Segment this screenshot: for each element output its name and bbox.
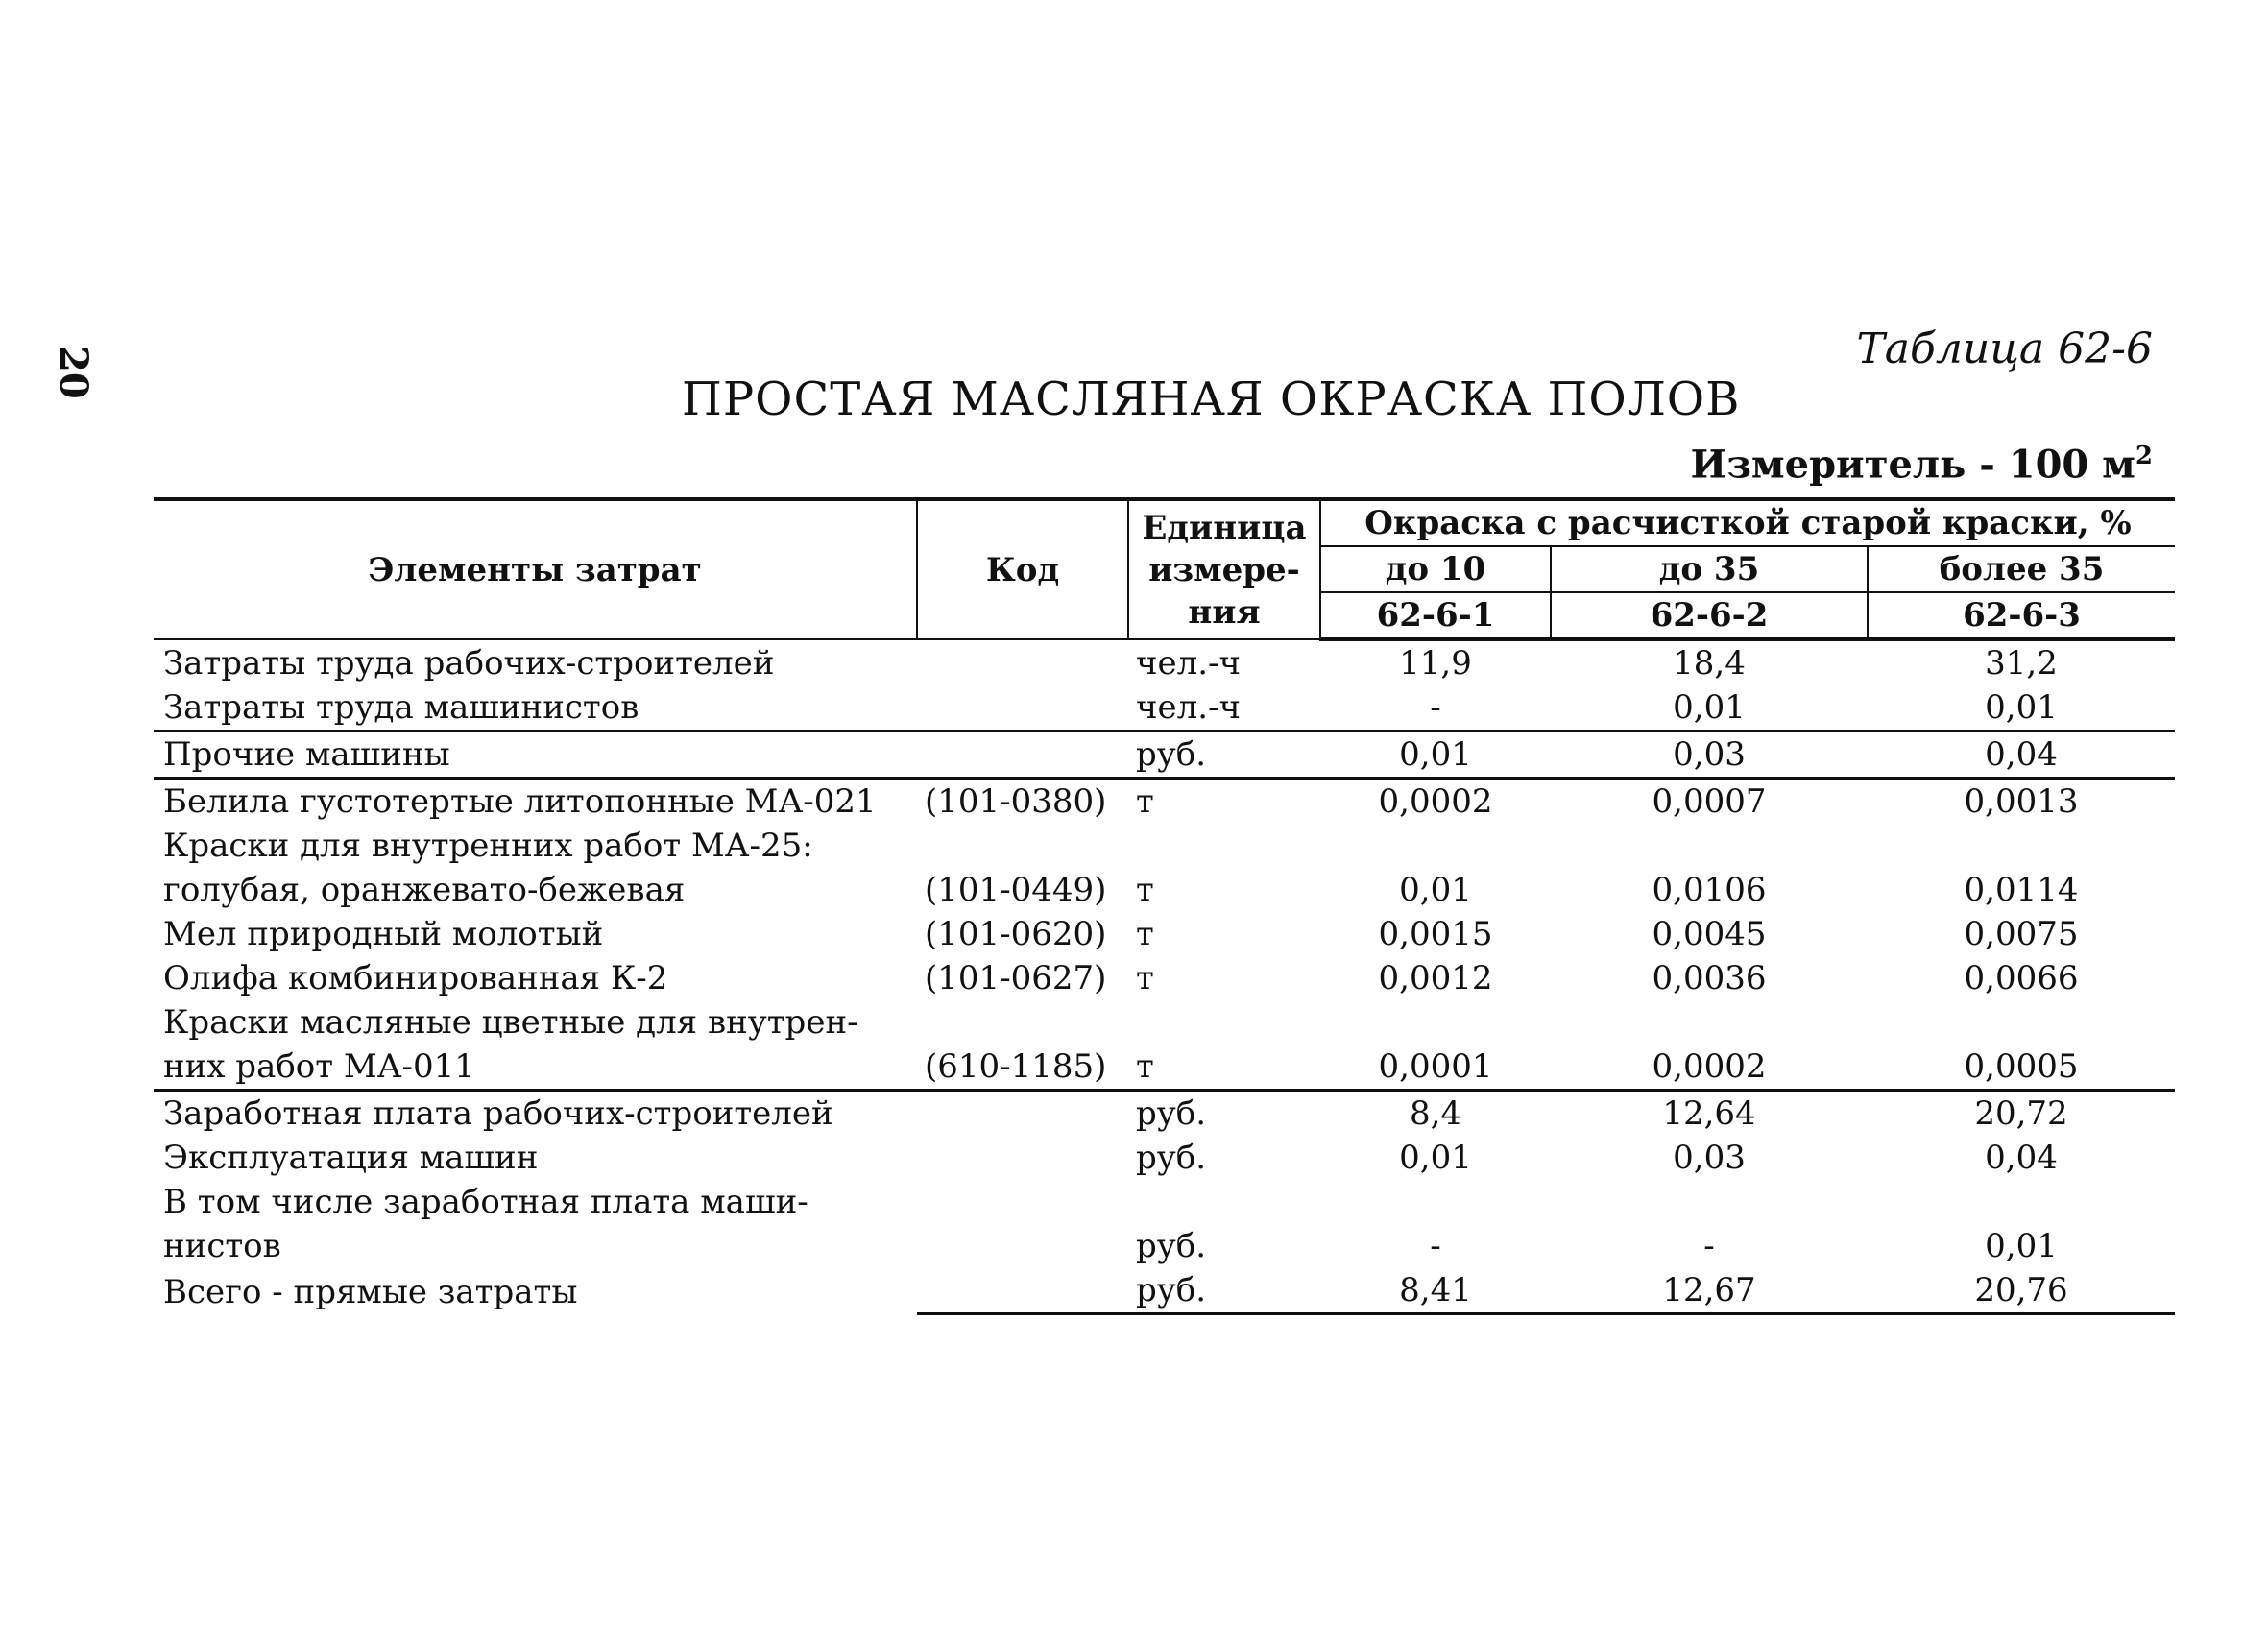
- table-row: [154, 956, 2175, 1000]
- row-unit: руб.: [1136, 1139, 1207, 1177]
- header-col-code: 62-6-3: [1868, 592, 2175, 639]
- row-value: 11,9: [1399, 644, 1472, 683]
- row-value: 0,0013: [1964, 782, 2079, 821]
- row-value: 0,04: [1868, 732, 2175, 779]
- row-value: 0,0002: [1378, 782, 1493, 821]
- table-row: [154, 1224, 2175, 1268]
- table-row: [154, 824, 2175, 868]
- row-value: 0,0002: [1551, 1045, 1868, 1091]
- row-code: (610-1185): [917, 1045, 1128, 1091]
- header-col-label: более 35: [1868, 546, 2175, 592]
- row-value: [1320, 824, 1551, 868]
- row-unit: [1128, 1000, 1320, 1045]
- table-row: [154, 1268, 2175, 1314]
- header-col-code: 62-6-1: [1320, 592, 1551, 639]
- table-row: [154, 685, 2175, 732]
- table-row: [154, 868, 2175, 912]
- row-name: Эксплуатация машин: [163, 1139, 539, 1177]
- row-name: голубая, оранжевато-бежевая: [163, 871, 686, 909]
- row-unit: чел.-ч: [1128, 685, 1320, 732]
- header-unit-line2: измере-: [1148, 550, 1300, 589]
- row-code: (101-0380): [925, 782, 1107, 821]
- row-unit: т: [1136, 782, 1154, 821]
- row-name: Всего - прямые затраты: [163, 1272, 578, 1311]
- row-value: 0,01: [1320, 732, 1551, 779]
- table-row: [154, 1136, 2175, 1180]
- table-row: [154, 779, 2175, 825]
- row-unit: т: [1136, 959, 1154, 997]
- row-name: Мел природный молотый: [163, 915, 604, 953]
- table-row: [154, 1180, 2175, 1224]
- row-code: [917, 639, 1128, 685]
- table-row: [154, 639, 2175, 685]
- row-unit: т: [1136, 915, 1154, 953]
- row-name: Краски масляные цветные для внутрен-: [163, 1003, 858, 1042]
- row-value: 0,0007: [1652, 782, 1767, 821]
- row-value: [1868, 1180, 2175, 1224]
- table-row: [154, 732, 2175, 779]
- cost-table: [154, 497, 2175, 1315]
- row-name: нистов: [163, 1227, 281, 1265]
- row-value: 0,03: [1673, 1139, 1746, 1177]
- header-unit: [1128, 499, 1320, 639]
- row-value: 0,01: [1551, 685, 1868, 732]
- row-code: [917, 1224, 1128, 1268]
- row-code: [917, 685, 1128, 732]
- row-unit: чел.-ч: [1136, 644, 1241, 683]
- row-value: 0,0066: [1964, 959, 2079, 997]
- page-number: 20: [51, 346, 96, 399]
- row-value: -: [1703, 1227, 1715, 1265]
- header-elements: Элементы затрат: [154, 499, 917, 639]
- row-unit: руб.: [1128, 732, 1320, 779]
- row-value: -: [1320, 685, 1551, 732]
- measure-sup: 2: [2135, 442, 2153, 470]
- row-name: Олифа комбинированная К-2: [163, 959, 668, 997]
- row-name: Белила густотертые литопонные МА-021: [163, 782, 877, 821]
- row-code: [917, 1091, 1128, 1137]
- row-value: 0,04: [1985, 1139, 2058, 1177]
- row-value: -: [1430, 1227, 1441, 1265]
- header-unit-line1: Единица: [1142, 508, 1307, 547]
- row-value: 0,0075: [1964, 915, 2079, 953]
- row-value: 0,0005: [1868, 1045, 2175, 1091]
- row-code: [917, 1268, 1128, 1314]
- row-name: В том числе заработная плата маши-: [163, 1183, 808, 1221]
- row-value: 0,0106: [1652, 871, 1767, 909]
- row-unit: руб.: [1128, 1268, 1320, 1314]
- row-name: Прочие машины: [154, 732, 917, 779]
- header-col-label: до 35: [1551, 546, 1868, 592]
- row-value: [1320, 1180, 1551, 1224]
- row-value: 18,4: [1673, 644, 1746, 683]
- row-value: 0,03: [1551, 732, 1868, 779]
- table-row: [154, 1000, 2175, 1045]
- row-value: 0,0114: [1964, 871, 2079, 909]
- table-row: [154, 1091, 2175, 1137]
- row-code: [917, 1180, 1128, 1224]
- row-value: 0,01: [1985, 1227, 2058, 1265]
- row-code: [917, 732, 1128, 779]
- header-group: Окраска с расчисткой старой краски, %: [1320, 499, 2175, 546]
- row-value: 0,01: [1868, 685, 2175, 732]
- row-value: 12,64: [1662, 1094, 1756, 1133]
- row-unit: руб.: [1136, 1094, 1207, 1133]
- row-value: 0,0012: [1378, 959, 1493, 997]
- row-name: Заработная плата рабочих-строителей: [163, 1094, 833, 1133]
- row-code: (101-0627): [925, 959, 1107, 997]
- row-code: [917, 1136, 1128, 1180]
- row-unit: [1128, 824, 1320, 868]
- row-value: [1551, 1000, 1868, 1045]
- row-code: [917, 824, 1128, 868]
- row-code: (101-0620): [925, 915, 1107, 953]
- row-value: [1320, 1000, 1551, 1045]
- row-value: 0,0001: [1320, 1045, 1551, 1091]
- row-value: 20,72: [1974, 1094, 2068, 1133]
- row-unit: [1128, 1180, 1320, 1224]
- header-col-label: до 10: [1320, 546, 1551, 592]
- row-value: [1868, 824, 2175, 868]
- header-col-code: 62-6-2: [1551, 592, 1868, 639]
- row-name: Краски для внутренних работ МА-25:: [163, 827, 813, 865]
- table-row: [154, 912, 2175, 956]
- row-value: 20,76: [1868, 1268, 2175, 1314]
- row-value: 12,67: [1551, 1268, 1868, 1314]
- row-name: них работ МА-011: [154, 1045, 917, 1091]
- row-value: [1868, 1000, 2175, 1045]
- row-code: [917, 1000, 1128, 1045]
- row-value: 31,2: [1985, 644, 2058, 683]
- row-name: Затраты труда рабочих-строителей: [163, 644, 775, 683]
- row-value: [1551, 824, 1868, 868]
- row-value: 0,0045: [1652, 915, 1767, 953]
- row-value: 0,0036: [1652, 959, 1767, 997]
- row-value: 0,01: [1399, 1139, 1472, 1177]
- row-unit: т: [1136, 871, 1154, 909]
- table-row: [154, 1045, 2175, 1091]
- row-code: (101-0449): [925, 871, 1107, 909]
- row-value: 8,41: [1320, 1268, 1551, 1314]
- row-value: 8,4: [1409, 1094, 1462, 1133]
- table-label: Таблица 62-6: [1856, 324, 2153, 373]
- header-code: Код: [917, 499, 1128, 639]
- row-value: 0,0015: [1378, 915, 1493, 953]
- row-value: [1551, 1180, 1868, 1224]
- measure-text: Измеритель - 100 м: [1690, 442, 2135, 488]
- row-value: 0,01: [1399, 871, 1472, 909]
- header-unit-line3: ния: [1188, 592, 1261, 632]
- row-unit: т: [1128, 1045, 1320, 1091]
- measure-unit: [1691, 442, 2153, 487]
- row-unit: руб.: [1136, 1227, 1207, 1265]
- page-title: ПРОСТАЯ МАСЛЯНАЯ ОКРАСКА ПОЛОВ: [682, 372, 1741, 426]
- row-name: Затраты труда машинистов: [154, 685, 917, 732]
